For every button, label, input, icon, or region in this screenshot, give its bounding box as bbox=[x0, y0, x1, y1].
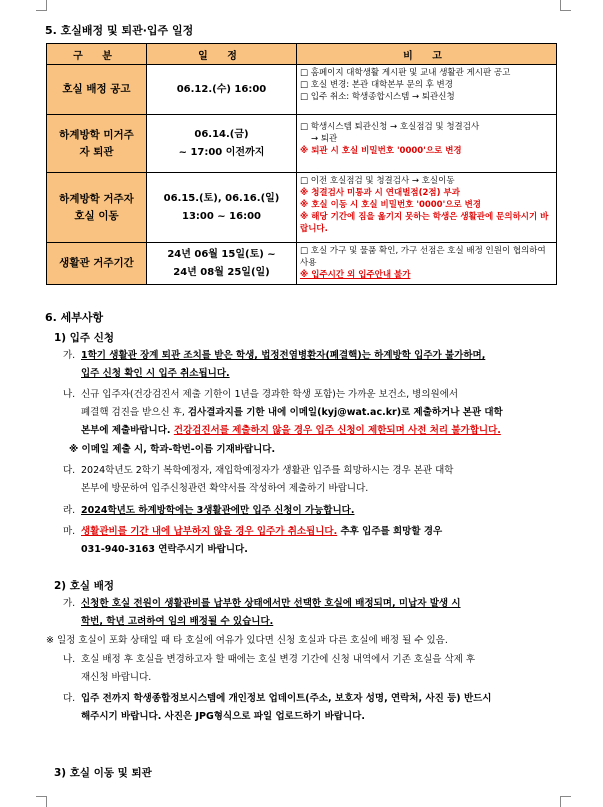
note-text: ※ 입주시간 외 입주안내 불가 bbox=[300, 270, 411, 280]
crop-mark bbox=[36, 0, 47, 11]
row-notes bbox=[297, 65, 557, 115]
note-line: ※ 퇴관 시 호실 비밀번호 '0000'으로 변경 bbox=[300, 146, 462, 156]
paragraph-ga-cont bbox=[81, 613, 273, 631]
row-notes bbox=[297, 243, 557, 285]
crop-mark bbox=[36, 796, 47, 807]
note-line: → 퇴관 bbox=[311, 134, 338, 144]
schedule-table bbox=[46, 43, 557, 285]
row-label: 생활관 거주기간 bbox=[47, 243, 147, 285]
paragraph-ra bbox=[63, 502, 354, 520]
table-row bbox=[47, 65, 557, 115]
list-marker: 라. bbox=[63, 505, 76, 516]
paragraph-da-cont: 본부에 방문하여 입주신청관련 확약서를 작성하여 제출하기 바랍니다. bbox=[81, 483, 369, 494]
paragraph-na-cont: 재신청 바랍니다. bbox=[81, 672, 152, 683]
schedule-line: 13:00 ~ 16:00 bbox=[181, 210, 261, 222]
note-line: □ 호실 가구 및 물품 확인, 가구 선점은 호실 배정 인원이 협의하여 사용 bbox=[300, 246, 546, 268]
paragraph-ma bbox=[63, 523, 442, 541]
table-row bbox=[47, 243, 557, 285]
section5-title: 5. 호실배정 및 퇴관·입주 일정 bbox=[45, 24, 194, 37]
paragraph-da bbox=[63, 462, 453, 480]
note-line: □ 이전 호실점검 및 청결검사 → 호실이동 bbox=[300, 176, 455, 186]
schedule-line: 24년 08월 25일(일) bbox=[173, 266, 270, 278]
crop-mark bbox=[560, 0, 571, 11]
schedule-line: 24년 06월 15일(토) ~ bbox=[167, 248, 276, 260]
paragraph-ma-cont: 031-940-3163 연락주시기 바랍니다. bbox=[81, 544, 248, 555]
subsection2-title: 2) 호실 배정 bbox=[54, 580, 114, 592]
note-line: □ 홈페이지 대학생활 게시판 및 교내 생활관 게시판 공고 bbox=[300, 68, 511, 78]
row-schedule bbox=[147, 115, 297, 173]
schedule-line: 06.12.(수) 16:00 bbox=[176, 83, 267, 95]
table-header-row bbox=[47, 44, 557, 65]
list-marker: 나. bbox=[63, 654, 76, 665]
header-category: 구 분 bbox=[47, 44, 147, 65]
note-line: □ 호실 변경: 본관 대학본부 문의 후 변경 bbox=[300, 80, 453, 90]
paragraph-text: 신청한 호실 전원이 생활관비를 납부한 상태에서만 선택한 호실에 배정되며, 미납자 발생 시 bbox=[81, 598, 461, 609]
header-schedule: 일 정 bbox=[147, 44, 297, 65]
note-line: ※ 호실 이동 시 호실 비밀번호 '0000'으로 변경 bbox=[300, 200, 482, 210]
paragraph-na-cont bbox=[81, 422, 501, 440]
note-line: ※ 청결검사 미통과 시 연대벌점(2점) 부과 bbox=[300, 188, 460, 198]
paragraph-text: 1학기 생활관 장계 퇴관 조치를 받은 학생, 법정전염병환자(폐결핵)는 하계방학 입주가 불가하며, bbox=[81, 350, 486, 361]
note-line: ※ 해당 기간에 짐을 옮기지 못하는 학생은 생활관에 문의하시기 바랍니다. bbox=[300, 212, 549, 234]
paragraph-da bbox=[63, 690, 492, 708]
subsection3-title: 3) 호실 이동 및 퇴관 bbox=[54, 767, 152, 779]
note-line bbox=[300, 269, 553, 281]
paragraph-na bbox=[63, 651, 475, 669]
paragraph-text: 생활관비를 기간 내에 납부하지 않을 경우 입주가 취소됩니다. bbox=[81, 526, 338, 537]
schedule-line: ~ 17:00 이전까지 bbox=[178, 146, 265, 158]
paragraph-na bbox=[63, 386, 458, 404]
crop-mark bbox=[560, 796, 571, 807]
list-marker: 다. bbox=[63, 693, 76, 704]
row-schedule bbox=[147, 65, 297, 115]
paragraph-ga bbox=[63, 347, 485, 365]
row-notes bbox=[297, 173, 557, 243]
list-marker: 다. bbox=[63, 465, 76, 476]
paragraph-ga-cont bbox=[81, 365, 230, 383]
section6-title: 6. 세부사항 bbox=[45, 311, 104, 324]
list-marker: 가. bbox=[63, 598, 76, 609]
row-notes bbox=[297, 115, 557, 173]
table-row bbox=[47, 173, 557, 243]
row-label bbox=[47, 173, 147, 243]
subsection1-title: 1) 입주 신청 bbox=[54, 332, 114, 344]
paragraph-text: 2024학년도 2학기 복학예정자, 재입학예정자가 생활관 입주를 희망하시는 경우 본관 대학 bbox=[81, 465, 454, 476]
row-label-text: 하계방학 거주자 호실 이동 bbox=[59, 192, 134, 222]
paragraph-text: 신규 입주자(건강검진서 제출 기한이 1년을 경과한 학생 포함)는 가까운 보건소, 병의원에서 bbox=[81, 389, 459, 400]
note-line: □ 입주 취소: 학생종합시스템 → 퇴관신청 bbox=[300, 92, 455, 102]
schedule-line: 06.15.(토), 06.16.(일) bbox=[163, 192, 280, 204]
paragraph-text: 검사결과지를 기한 내에 이메일(kyj@wat.ac.kr)로 제출하거나 본관 대학 bbox=[187, 407, 503, 418]
paragraph-text: 입주 신청 확인 시 입주 취소됩니다. bbox=[81, 368, 230, 379]
paragraph-text: 입주 전까지 학생종합정보시스템에 개인정보 업데이트(주소, 보호자 성명, 연락처, 사진 등) 반드시 bbox=[81, 693, 492, 704]
paragraph-note: ※ 일정 호실이 포화 상태일 때 타 호실에 여유가 있다면 신청 호실과 다른 호실에 배정 될 수 있음. bbox=[46, 635, 448, 646]
schedule-line: 06.14.(금) bbox=[194, 128, 249, 140]
paragraph-text: 학번, 학년 고려하여 임의 배정될 수 있습니다. bbox=[81, 616, 274, 627]
paragraph-note: ※ 이메일 제출 시, 학과-학번-이름 기재바랍니다. bbox=[69, 444, 276, 455]
table-row bbox=[47, 115, 557, 173]
paragraph-text: 추후 입주를 희망할 경우 bbox=[337, 526, 443, 537]
paragraph-da-cont: 해주시기 바랍니다. 사진은 JPG형식으로 파일 업로드하기 바랍니다. bbox=[81, 711, 365, 722]
paragraph-na-cont bbox=[81, 404, 503, 422]
row-schedule bbox=[147, 173, 297, 243]
paragraph-text: 건강검진서를 제출하지 않을 경우 입주 신청이 제한되며 사전 처리 불가합니다. bbox=[173, 425, 501, 436]
paragraph-ga bbox=[63, 595, 461, 613]
paragraph-text: 호실 배정 후 호실을 변경하고자 할 때에는 호실 변경 기간에 신청 내역에서 기존 호실을 삭제 후 bbox=[81, 654, 476, 665]
paragraph-text: 폐결핵 검진을 받으신 후, bbox=[81, 407, 188, 418]
paragraph-text: 2024학년도 하계방학에는 3생활관에만 입주 신청이 가능합니다. bbox=[81, 505, 355, 516]
paragraph-text: 본부에 제출바랍니다. bbox=[81, 425, 174, 436]
row-label bbox=[47, 115, 147, 173]
row-schedule bbox=[147, 243, 297, 285]
header-notes: 비 고 bbox=[297, 44, 557, 65]
list-marker: 마. bbox=[63, 526, 76, 537]
note-line: □ 학생시스템 퇴관신청 → 호실점검 및 청결검사 bbox=[300, 122, 480, 132]
row-label-text: 하계방학 미거주자 퇴관 bbox=[59, 128, 134, 158]
list-marker: 나. bbox=[63, 389, 76, 400]
list-marker: 가. bbox=[63, 350, 76, 361]
row-label: 호실 배정 공고 bbox=[47, 65, 147, 115]
